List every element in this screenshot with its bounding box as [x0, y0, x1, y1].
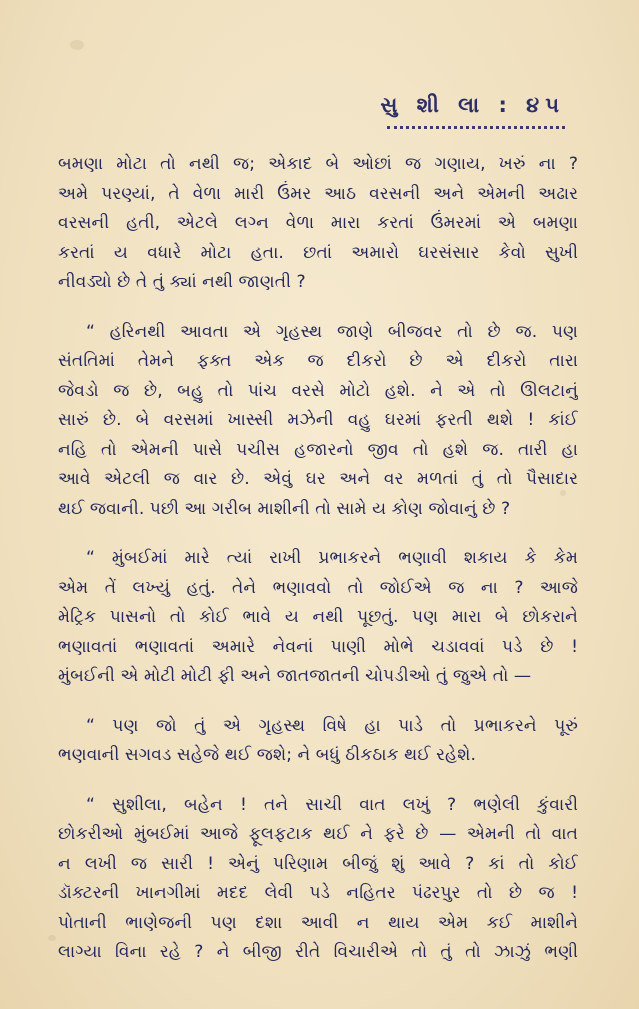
text-line: છોકરીઓ મુંબઈમાં આજે ફૂલફટાક થઈ ને ફરે છે — એમની તો વાત: [58, 824, 578, 844]
text-line: સંતતિમાં તેમને ફક્ત એક જ દીકરો છે એ દીકરો તારા: [58, 351, 578, 371]
text-line: ભણાવતાં ભણાવતાં અમારે નેવનાં પાણી મોભે ચડાવવાં પડે છે !: [58, 636, 578, 657]
text-line: નીવડ્યો છે તે તું ક્યાં નથી જાણતી ?: [58, 272, 306, 292]
text-line: મુંબઈની એ મોટી મોટી ફી અને જાતજાતની ચોપડીઓ તું જુએ તો —: [58, 666, 532, 686]
running-head: સુ શી લા : ૪૫: [380, 93, 565, 117]
text-line: થઈ જવાની. પછી આ ગરીબ માશીની તો સામે ય કોણ જોવાનું છે ?: [58, 498, 511, 519]
text-line: મેટ્રિક પાસનો તો કોઈ ભાવે ય નથી પૂછતું. પણ મારા બે છોકરાને: [58, 607, 578, 627]
paragraph: [58, 791, 578, 968]
text-line: “ સુશીલા, બહેન ! તને સાચી વાત લખું ? ભણેલી કુંવારી: [86, 794, 578, 815]
text-line: પોતાની ભાણેજની પણ દશા આવી ન થાય એમ કઈ માશીને: [58, 912, 578, 933]
paragraph: [58, 150, 578, 298]
text-line: ન લખી જ સારી ! એનું પરિણામ બીજું શું આવે ? કાં તો કોઈ: [58, 853, 578, 874]
text-line: લાગ્યા વિના રહે ? ને બીજી રીતે વિચારીએ તો તું તો ઝાઝું ભણી: [58, 942, 578, 962]
dotted-rule: [387, 126, 565, 129]
text-line: ભણવાની સગવડ સહેજે થઈ જશે; ને બધું ઠીકઠાક થઈ રહેશે.: [58, 745, 476, 765]
text-line: બમણા મોટા તો નથી જ; એકાદ બે ઓછાં જ ગણાય, ખરું ના ?: [58, 154, 578, 174]
text-line: કરતાં ય વધારે મોટા હતા. છતાં અમારો ઘરસંસાર કેવો સુખી: [58, 242, 578, 263]
text-line: “ પણ જો તું એ ગૃહસ્થ વિષે હા પાડે તો પ્રભાકરને પૂરું: [86, 715, 578, 736]
paragraph: [58, 318, 578, 525]
paper-stain: [70, 40, 84, 50]
text-line: એમ તેં લખ્યું હતું. તેને ભણાવવો તો જોઈએ જ ના ? આજે: [58, 577, 578, 598]
text-line: સારું છે. બે વરસમાં ખાસ્સી મઝેની વહુ ઘરમાં ફરતી થશે ! કાંઈ: [58, 410, 578, 430]
text-line: વરસની હતી, એટલે લગ્ન વેળા મારા કરતાં ઉંમરમાં એ બમણા: [58, 213, 578, 233]
paragraph: [58, 544, 578, 692]
body-text: [58, 150, 578, 988]
text-line: નહિ તો એમની પાસે પચીસ હજારનો જીવ તો હશે જ. તારી હા: [58, 439, 578, 460]
text-line: “ હરિનથી આવતા એ ગૃહસ્થ જાણે બીજવર તો છે જ. પણ: [86, 321, 578, 342]
text-line: ડૉક્ટરની ખાનગીમાં મદદ લેવી પડે નહિતર પંઢરપુર તો છે જ !: [58, 883, 578, 903]
text-line: “ મુંબઈમાં મારે ત્યાં રાખી પ્રભાકરને ભણાવી શકાય કે કેમ: [86, 548, 578, 568]
paper-stain: [48, 935, 56, 941]
text-line: અમે પરણ્યાં, તે વેળા મારી ઉંમર આઠ વરસની અને એમની અઢાર: [58, 183, 578, 204]
text-line: જેવડો જ છે, બહુ તો પાંચ વરસે મોટો હશે. ને એ તો ઊલટાનું: [58, 380, 578, 401]
page-header: [380, 93, 565, 129]
text-line: આવે એટલી જ વાર છે. એવું ઘર અને વર મળતાં તું તો પૈસાદાર: [58, 469, 578, 489]
paragraph: [58, 712, 578, 771]
